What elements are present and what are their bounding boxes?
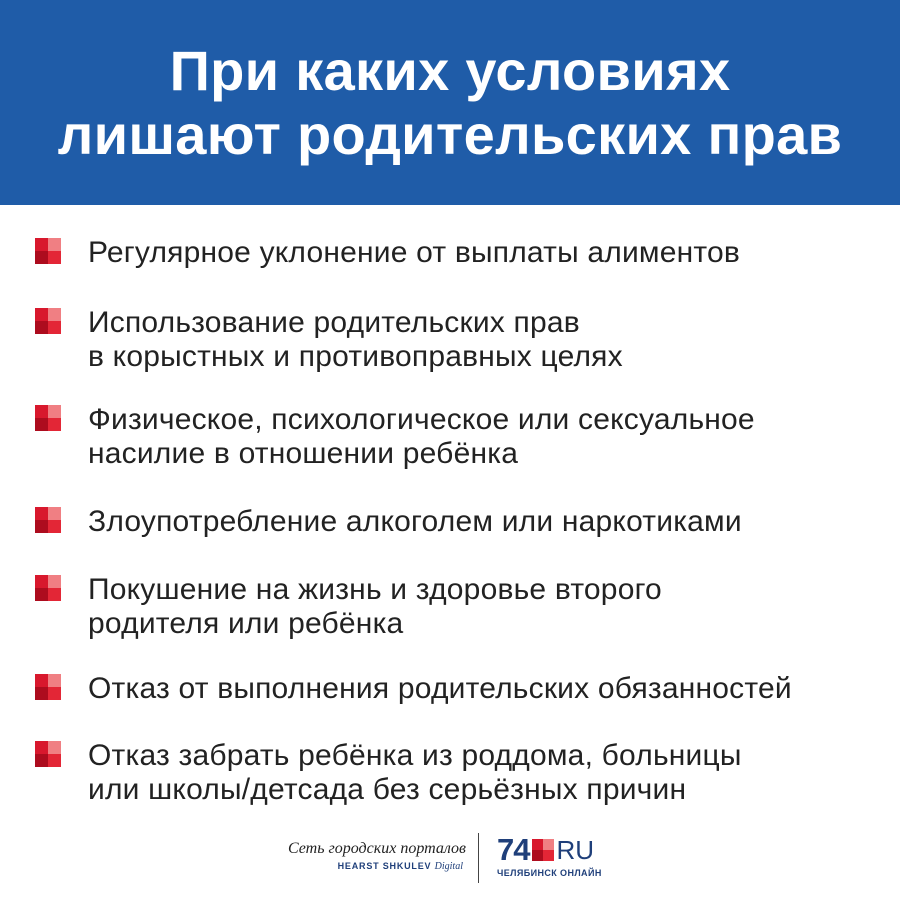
red-square-bullet-icon xyxy=(35,741,61,767)
page-title-line-2: лишают родительских прав xyxy=(57,102,843,166)
header-banner xyxy=(0,0,900,205)
list-item-text: насилие в отношении ребёнка xyxy=(88,437,519,470)
red-square-bullet-icon xyxy=(35,238,61,264)
footer-divider xyxy=(478,833,479,883)
network-subtitle-brand: HEARST SHKULEV xyxy=(337,861,432,871)
red-square-logo-icon xyxy=(532,839,554,861)
red-square-bullet-icon xyxy=(35,507,61,533)
network-title: Сеть городских порталов xyxy=(288,840,466,857)
logo-domain: RU xyxy=(556,835,595,865)
page-title-line-1: При каких условиях xyxy=(169,38,731,102)
logo-city-name: ЧЕЛЯБИНСК ОНЛАЙН xyxy=(497,868,602,878)
list-item-text: в корыстных и противоправных целях xyxy=(88,340,623,373)
red-square-bullet-icon xyxy=(35,674,61,700)
red-square-bullet-icon xyxy=(35,405,61,431)
list-item-text: Использование родительских прав xyxy=(88,306,580,339)
network-subtitle-digital: Digital xyxy=(434,861,463,872)
list-item-text: или школы/детсада без серьёзных причин xyxy=(88,773,687,806)
network-subtitle xyxy=(288,861,463,872)
red-square-bullet-icon xyxy=(35,575,61,601)
list-item-text: Физическое, психологическое или сексуальное xyxy=(88,403,755,436)
red-square-bullet-icon xyxy=(35,308,61,334)
site-logo[interactable] xyxy=(497,834,594,866)
list-item-text: родителя или ребёнка xyxy=(88,607,404,640)
logo-number: 74 xyxy=(497,832,530,867)
footer xyxy=(0,828,900,888)
list-item-text: Отказ от выполнения родительских обязанностей xyxy=(88,672,792,705)
list-item-text: Отказ забрать ребёнка из роддома, больницы xyxy=(88,739,742,772)
list-item-text: Злоупотребление алкоголем или наркотиками xyxy=(88,505,742,538)
list-item-text: Покушение на жизнь и здоровье второго xyxy=(88,573,662,606)
list-item-text: Регулярное уклонение от выплаты алиментов xyxy=(88,236,741,269)
